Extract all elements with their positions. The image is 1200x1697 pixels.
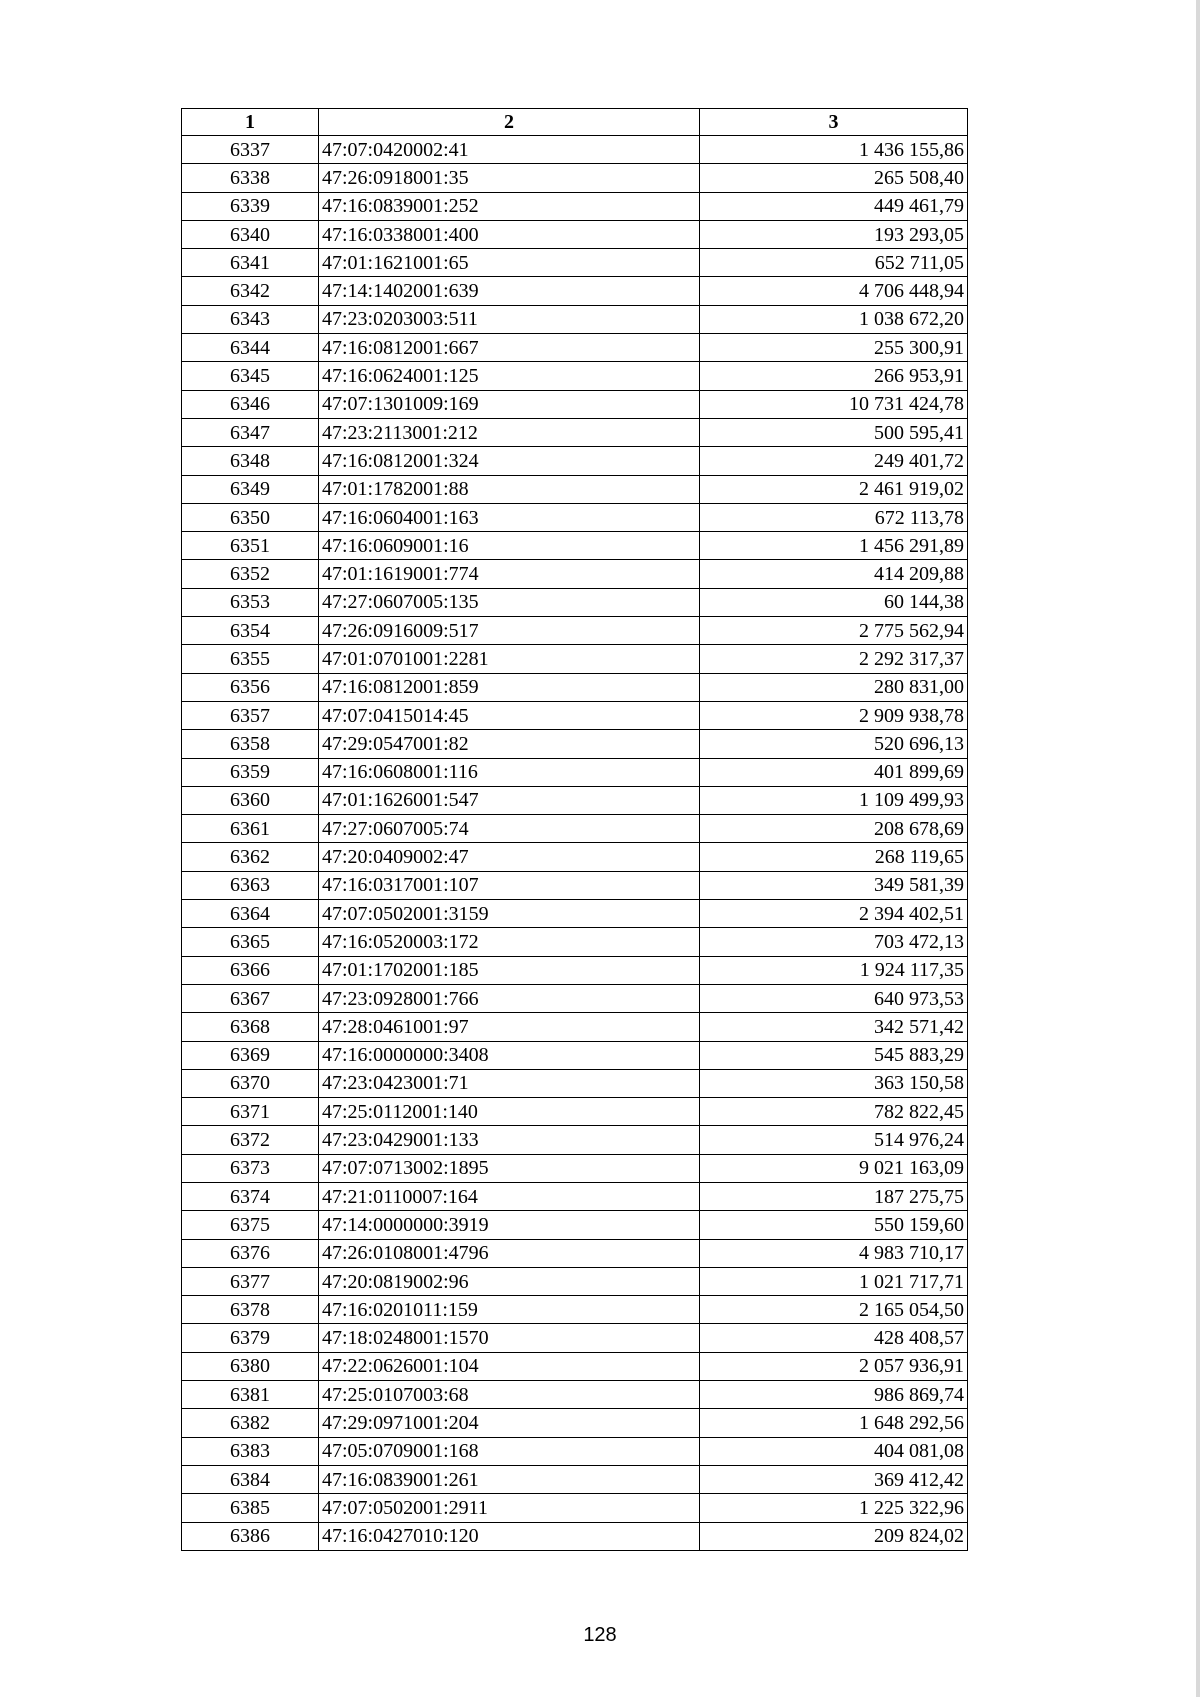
- row-number-cell: 6357: [182, 701, 319, 729]
- cadastral-number-cell: 47:16:0201011:159: [319, 1296, 700, 1324]
- cadastral-value-cell: 2 057 936,91: [700, 1352, 968, 1380]
- cadastral-number-cell: 47:23:0423001:71: [319, 1069, 700, 1097]
- cadastral-number-cell: 47:01:1621001:65: [319, 249, 700, 277]
- row-number-cell: 6374: [182, 1182, 319, 1210]
- cadastral-number-cell: 47:23:0928001:766: [319, 984, 700, 1012]
- table-row: [182, 900, 968, 928]
- cadastral-number-cell: 47:18:0248001:1570: [319, 1324, 700, 1352]
- cadastral-value-cell: 1 924 117,35: [700, 956, 968, 984]
- row-number-cell: 6355: [182, 645, 319, 673]
- table-row: [182, 532, 968, 560]
- table-row: [182, 1522, 968, 1550]
- cadastral-number-cell: 47:07:0415014:45: [319, 701, 700, 729]
- table-row: [182, 758, 968, 786]
- cadastral-value-cell: 640 973,53: [700, 984, 968, 1012]
- cadastral-value-cell: 414 209,88: [700, 560, 968, 588]
- cadastral-value-cell: 60 144,38: [700, 588, 968, 616]
- row-number-cell: 6344: [182, 334, 319, 362]
- table-row: [182, 1041, 968, 1069]
- cadastral-number-cell: 47:07:1301009:169: [319, 390, 700, 418]
- cadastral-value-cell: 268 119,65: [700, 843, 968, 871]
- table-row: [182, 447, 968, 475]
- table-row: [182, 730, 968, 758]
- row-number-cell: 6349: [182, 475, 319, 503]
- row-number-cell: 6350: [182, 503, 319, 531]
- table-row: [182, 1069, 968, 1097]
- cadastral-number-cell: 47:23:2113001:212: [319, 418, 700, 446]
- row-number-cell: 6378: [182, 1296, 319, 1324]
- table-row: [182, 1437, 968, 1465]
- row-number-cell: 6361: [182, 815, 319, 843]
- cadastral-number-cell: 47:14:1402001:639: [319, 277, 700, 305]
- cadastral-value-cell: 265 508,40: [700, 164, 968, 192]
- row-number-cell: 6347: [182, 418, 319, 446]
- cadastral-number-cell: 47:16:0812001:324: [319, 447, 700, 475]
- cadastral-value-cell: 9 021 163,09: [700, 1154, 968, 1182]
- cadastral-value-cell: 500 595,41: [700, 418, 968, 446]
- cadastral-number-cell: 47:07:0420002:41: [319, 136, 700, 164]
- cadastral-value-cell: 342 571,42: [700, 1013, 968, 1041]
- page-edge-divider: [1196, 0, 1200, 1697]
- cadastral-number-cell: 47:25:0112001:140: [319, 1098, 700, 1126]
- table-header-row: [182, 109, 968, 136]
- cadastral-number-cell: 47:01:1626001:547: [319, 786, 700, 814]
- table-row: [182, 588, 968, 616]
- cadastral-value-cell: 266 953,91: [700, 362, 968, 390]
- table-row: [182, 1381, 968, 1409]
- cadastral-number-cell: 47:16:0427010:120: [319, 1522, 700, 1550]
- table-row: [182, 1465, 968, 1493]
- row-number-cell: 6367: [182, 984, 319, 1012]
- table-row: [182, 1126, 968, 1154]
- table-row: [182, 418, 968, 446]
- cadastral-number-cell: 47:25:0107003:68: [319, 1381, 700, 1409]
- cadastral-number-cell: 47:26:0108001:4796: [319, 1239, 700, 1267]
- cadastral-value-cell: 4 983 710,17: [700, 1239, 968, 1267]
- cadastral-value-cell: 1 109 499,93: [700, 786, 968, 814]
- cadastral-number-cell: 47:20:0409002:47: [319, 843, 700, 871]
- table-row: [182, 1409, 968, 1437]
- table-row: [182, 984, 968, 1012]
- row-number-cell: 6360: [182, 786, 319, 814]
- table-row: [182, 249, 968, 277]
- table-row: [182, 673, 968, 701]
- cadastral-number-cell: 47:01:1782001:88: [319, 475, 700, 503]
- page-number: 128: [583, 1624, 617, 1646]
- cadastral-number-cell: 47:29:0971001:204: [319, 1409, 700, 1437]
- cadastral-value-cell: 404 081,08: [700, 1437, 968, 1465]
- cadastral-number-cell: 47:16:0609001:16: [319, 532, 700, 560]
- table-row: [182, 815, 968, 843]
- cadastral-value-cell: 209 824,02: [700, 1522, 968, 1550]
- row-number-cell: 6352: [182, 560, 319, 588]
- row-number-cell: 6348: [182, 447, 319, 475]
- row-number-cell: 6363: [182, 871, 319, 899]
- column-header-value: 3: [700, 109, 968, 136]
- table-row: [182, 843, 968, 871]
- table-row: [182, 277, 968, 305]
- cadastral-number-cell: 47:05:0709001:168: [319, 1437, 700, 1465]
- table-row: [182, 1352, 968, 1380]
- row-number-cell: 6368: [182, 1013, 319, 1041]
- cadastral-value-cell: 349 581,39: [700, 871, 968, 899]
- row-number-cell: 6338: [182, 164, 319, 192]
- cadastral-value-cell: 10 731 424,78: [700, 390, 968, 418]
- cadastral-number-cell: 47:23:0429001:133: [319, 1126, 700, 1154]
- row-number-cell: 6343: [182, 305, 319, 333]
- row-number-cell: 6380: [182, 1352, 319, 1380]
- cadastral-number-cell: 47:27:0607005:135: [319, 588, 700, 616]
- column-header-number: 1: [182, 109, 319, 136]
- cadastral-number-cell: 47:22:0626001:104: [319, 1352, 700, 1380]
- cadastral-value-cell: 2 775 562,94: [700, 617, 968, 645]
- table-row: [182, 1494, 968, 1522]
- table-row: [182, 928, 968, 956]
- cadastral-value-cell: 1 225 322,96: [700, 1494, 968, 1522]
- table-row: [182, 334, 968, 362]
- cadastral-number-cell: 47:20:0819002:96: [319, 1267, 700, 1295]
- cadastral-value-cell: 550 159,60: [700, 1211, 968, 1239]
- table-row: [182, 503, 968, 531]
- column-header-cadastral-number: 2: [319, 109, 700, 136]
- row-number-cell: 6337: [182, 136, 319, 164]
- cadastral-value-cell: 545 883,29: [700, 1041, 968, 1069]
- cadastral-value-cell: 363 150,58: [700, 1069, 968, 1097]
- cadastral-value-cell: 1 648 292,56: [700, 1409, 968, 1437]
- cadastral-number-cell: 47:16:0604001:163: [319, 503, 700, 531]
- row-number-cell: 6382: [182, 1409, 319, 1437]
- table-row: [182, 1098, 968, 1126]
- row-number-cell: 6346: [182, 390, 319, 418]
- cadastral-value-cell: 208 678,69: [700, 815, 968, 843]
- cadastral-value-cell: 782 822,45: [700, 1098, 968, 1126]
- cadastral-value-cell: 401 899,69: [700, 758, 968, 786]
- table-row: [182, 1324, 968, 1352]
- cadastral-value-cell: 2 292 317,37: [700, 645, 968, 673]
- table-body: [182, 136, 968, 1551]
- cadastral-number-cell: 47:16:0000000:3408: [319, 1041, 700, 1069]
- row-number-cell: 6384: [182, 1465, 319, 1493]
- row-number-cell: 6345: [182, 362, 319, 390]
- cadastral-value-cell: 986 869,74: [700, 1381, 968, 1409]
- row-number-cell: 6383: [182, 1437, 319, 1465]
- cadastral-value-cell: 280 831,00: [700, 673, 968, 701]
- cadastral-number-cell: 47:26:0916009:517: [319, 617, 700, 645]
- row-number-cell: 6379: [182, 1324, 319, 1352]
- cadastral-number-cell: 47:01:1702001:185: [319, 956, 700, 984]
- cadastral-value-cell: 449 461,79: [700, 192, 968, 220]
- row-number-cell: 6370: [182, 1069, 319, 1097]
- cadastral-number-cell: 47:01:0701001:2281: [319, 645, 700, 673]
- row-number-cell: 6362: [182, 843, 319, 871]
- cadastral-number-cell: 47:16:0624001:125: [319, 362, 700, 390]
- table-row: [182, 1239, 968, 1267]
- table-row: [182, 871, 968, 899]
- table-row: [182, 1182, 968, 1210]
- cadastral-number-cell: 47:01:1619001:774: [319, 560, 700, 588]
- table-row: [182, 645, 968, 673]
- cadastral-value-cell: 1 038 672,20: [700, 305, 968, 333]
- cadastral-number-cell: 47:28:0461001:97: [319, 1013, 700, 1041]
- cadastral-value-cell: 652 711,05: [700, 249, 968, 277]
- cadastral-value-cell: 514 976,24: [700, 1126, 968, 1154]
- table-row: [182, 1296, 968, 1324]
- table-row: [182, 390, 968, 418]
- row-number-cell: 6376: [182, 1239, 319, 1267]
- row-number-cell: 6381: [182, 1381, 319, 1409]
- cadastral-number-cell: 47:16:0520003:172: [319, 928, 700, 956]
- cadastral-number-cell: 47:27:0607005:74: [319, 815, 700, 843]
- cadastral-number-cell: 47:16:0608001:116: [319, 758, 700, 786]
- table-row: [182, 475, 968, 503]
- cadastral-number-cell: 47:07:0502001:2911: [319, 1494, 700, 1522]
- cadastral-number-cell: 47:07:0713002:1895: [319, 1154, 700, 1182]
- row-number-cell: 6364: [182, 900, 319, 928]
- cadastral-value-cell: 1 021 717,71: [700, 1267, 968, 1295]
- cadastral-value-cell: 249 401,72: [700, 447, 968, 475]
- table-row: [182, 136, 968, 164]
- cadastral-number-cell: 47:16:0839001:252: [319, 192, 700, 220]
- table-row: [182, 164, 968, 192]
- cadastral-number-cell: 47:16:0839001:261: [319, 1465, 700, 1493]
- cadastral-value-cell: 4 706 448,94: [700, 277, 968, 305]
- cadastral-value-table: [181, 108, 968, 1551]
- table-row: [182, 362, 968, 390]
- cadastral-value-cell: 2 165 054,50: [700, 1296, 968, 1324]
- cadastral-value-cell: 369 412,42: [700, 1465, 968, 1493]
- table-row: [182, 560, 968, 588]
- table-row: [182, 617, 968, 645]
- table-row: [182, 1267, 968, 1295]
- cadastral-number-cell: 47:26:0918001:35: [319, 164, 700, 192]
- row-number-cell: 6351: [182, 532, 319, 560]
- row-number-cell: 6372: [182, 1126, 319, 1154]
- cadastral-number-cell: 47:16:0812001:667: [319, 334, 700, 362]
- row-number-cell: 6359: [182, 758, 319, 786]
- row-number-cell: 6339: [182, 192, 319, 220]
- cadastral-value-cell: 2 461 919,02: [700, 475, 968, 503]
- row-number-cell: 6354: [182, 617, 319, 645]
- table-row: [182, 1211, 968, 1239]
- cadastral-value-cell: 187 275,75: [700, 1182, 968, 1210]
- row-number-cell: 6341: [182, 249, 319, 277]
- cadastral-number-cell: 47:07:0502001:3159: [319, 900, 700, 928]
- cadastral-value-cell: 1 436 155,86: [700, 136, 968, 164]
- cadastral-number-cell: 47:16:0317001:107: [319, 871, 700, 899]
- cadastral-value-cell: 193 293,05: [700, 220, 968, 248]
- cadastral-number-cell: 47:23:0203003:511: [319, 305, 700, 333]
- table-row: [182, 192, 968, 220]
- row-number-cell: 6369: [182, 1041, 319, 1069]
- cadastral-number-cell: 47:14:0000000:3919: [319, 1211, 700, 1239]
- row-number-cell: 6375: [182, 1211, 319, 1239]
- cadastral-number-cell: 47:29:0547001:82: [319, 730, 700, 758]
- table-row: [182, 786, 968, 814]
- table-row: [182, 1013, 968, 1041]
- row-number-cell: 6365: [182, 928, 319, 956]
- cadastral-number-cell: 47:16:0338001:400: [319, 220, 700, 248]
- cadastral-value-cell: 703 472,13: [700, 928, 968, 956]
- cadastral-value-cell: 672 113,78: [700, 503, 968, 531]
- cadastral-value-cell: 428 408,57: [700, 1324, 968, 1352]
- cadastral-value-cell: 2 394 402,51: [700, 900, 968, 928]
- row-number-cell: 6385: [182, 1494, 319, 1522]
- row-number-cell: 6377: [182, 1267, 319, 1295]
- row-number-cell: 6342: [182, 277, 319, 305]
- cadastral-number-cell: 47:16:0812001:859: [319, 673, 700, 701]
- row-number-cell: 6373: [182, 1154, 319, 1182]
- table-row: [182, 220, 968, 248]
- row-number-cell: 6353: [182, 588, 319, 616]
- cadastral-value-cell: 1 456 291,89: [700, 532, 968, 560]
- row-number-cell: 6386: [182, 1522, 319, 1550]
- row-number-cell: 6371: [182, 1098, 319, 1126]
- row-number-cell: 6366: [182, 956, 319, 984]
- table-row: [182, 701, 968, 729]
- cadastral-value-cell: 255 300,91: [700, 334, 968, 362]
- row-number-cell: 6358: [182, 730, 319, 758]
- table-row: [182, 1154, 968, 1182]
- cadastral-value-cell: 2 909 938,78: [700, 701, 968, 729]
- table-row: [182, 305, 968, 333]
- row-number-cell: 6340: [182, 220, 319, 248]
- cadastral-number-cell: 47:21:0110007:164: [319, 1182, 700, 1210]
- row-number-cell: 6356: [182, 673, 319, 701]
- table-row: [182, 956, 968, 984]
- cadastral-value-cell: 520 696,13: [700, 730, 968, 758]
